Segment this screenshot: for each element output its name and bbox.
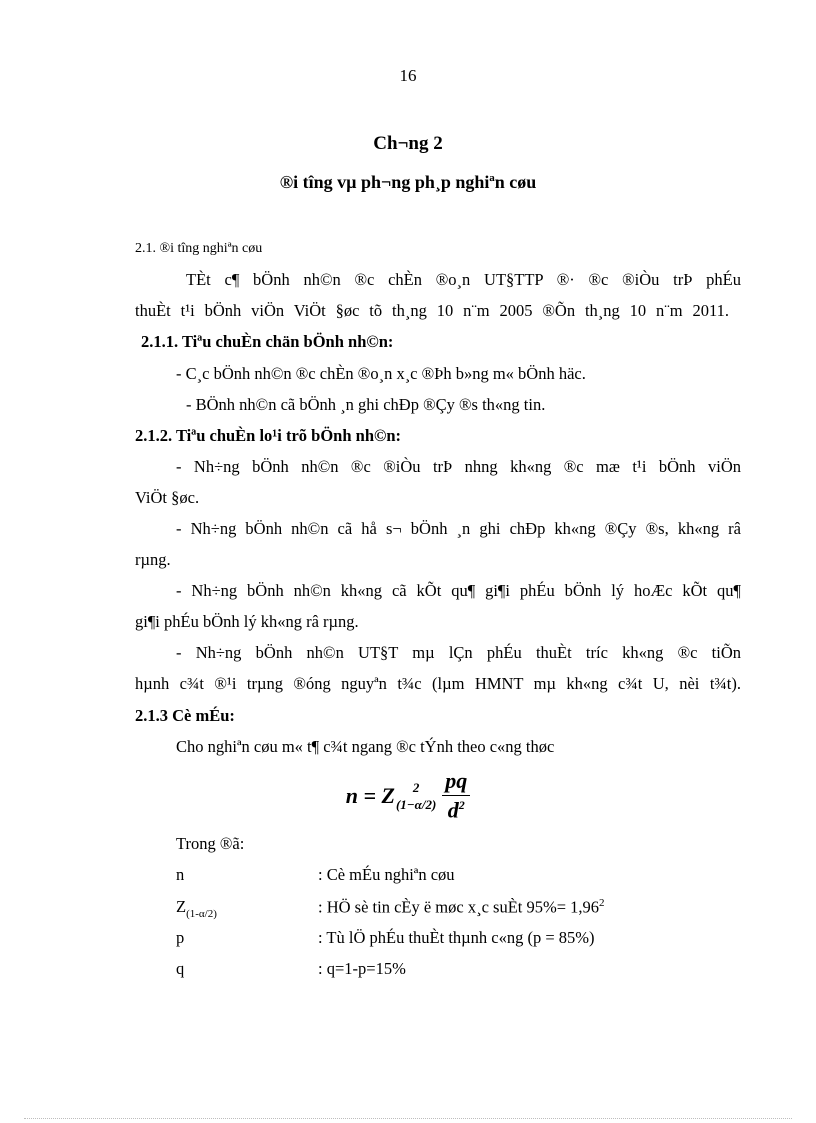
formula-denominator: $d^2$ (447, 797, 465, 823)
formula-lhs: n = Z (345, 782, 395, 808)
section-2-1-1-heading: 2.1.1. Tiªu chuÈn chän bÖnh nh©n: (141, 332, 394, 351)
var-p-symbol: p (176, 928, 185, 947)
exclusion-item-1-line-2: ViÖt §øc. (135, 488, 200, 507)
section-2-1-para-line-2: thuÈt t¹i bÖnh viÖn ViÖt §øc tõ th¸ng 10 n¨m 2005 ®Õn th¸ng 10 n¨m 2011. (135, 301, 729, 320)
section-2-1-para-line-1: TÈt c¶ bÖnh nh©n ®c chÈn ®o¸n UT§TTP ®· ®c ®iÒu trÞ phÉu (186, 270, 741, 289)
section-2-1-heading: 2.1. ®i tîng nghiªn cøu (135, 241, 263, 256)
page-number: 16 (399, 66, 417, 85)
sample-size-intro: Cho nghiªn cøu m« t¶ c¾t ngang ®c tÝnh theo c«ng thøc (176, 737, 555, 756)
exclusion-item-4-line-1: - Nh÷ng bÖnh nh©n UT§T mµ lÇn phÉu thuÈt tríc kh«ng ®c tiÕn (176, 643, 741, 662)
var-p-desc: : Tù lÖ phÉu thuÈt thµnh c«ng (p = 85%) (318, 928, 595, 947)
chapter-title: ®i tîng vµ ph¬ng ph¸p nghiªn cøu (279, 172, 537, 192)
var-n-symbol: n (176, 865, 185, 884)
var-z-subscript: (1-α/2) (186, 908, 217, 920)
var-q-desc: : q=1-p=15% (318, 959, 406, 978)
exclusion-item-1-line-1: - Nh÷ng bÖnh nh©n ®c ®iÒu trÞ nhng kh«ng ®c mæ t¹i bÖnh viÖn (176, 457, 741, 476)
exclusion-item-3-line-1: - Nh÷ng bÖnh nh©n kh«ng cã kÕt qu¶ gi¶i phÉu bÖnh lý hoÆc kÕt qu¶ (176, 581, 741, 600)
formula-z-superscript: 2 (412, 779, 420, 795)
where-label: Trong ®ã: (176, 834, 245, 853)
var-q-symbol: q (176, 959, 185, 978)
inclusion-item-1: - C¸c bÖnh nh©n ®c chÈn ®o¸n x¸c ®Þh b»ng m« bÖnh häc. (176, 364, 586, 383)
section-2-1-2-heading: 2.1.2. Tiªu chuÈn lo¹i trõ bÖnh nh©n: (135, 426, 401, 445)
var-z-desc: : HÖ sè tin cÈy ë møc x¸c suÈt $95\%= 1,96^2$ (318, 897, 605, 917)
sample-size-formula (0, 770, 816, 821)
formula-z-subscript: (1−α/2) (395, 796, 437, 812)
page-bottom-divider (24, 1118, 792, 1119)
var-z-desc-exponent: 2 (599, 897, 605, 909)
section-2-1-3-heading: 2.1.3 Cè mÉu: (135, 706, 235, 725)
inclusion-item-2: - BÖnh nh©n cã bÖnh ¸n ghi chÐp ®Çy ®s th«ng tin. (186, 395, 546, 414)
var-z-symbol: $Z_{(1-\alpha/2)}$ (176, 897, 217, 920)
chapter-heading: Ch¬ng 2 (373, 133, 443, 154)
formula-fraction (442, 770, 470, 821)
var-n-desc: : Cè mÉu nghiªn cøu (318, 865, 455, 884)
exclusion-item-2-line-1: - Nh÷ng bÖnh nh©n cã hå s¬ bÖnh ¸n ghi chÐp kh«ng ®Çy ®s, kh«ng râ (176, 519, 741, 538)
exclusion-item-2-line-2: rµng. (135, 550, 171, 569)
exclusion-item-3-line-2: gi¶i phÉu bÖnh lý kh«ng râ rµng. (135, 612, 359, 631)
formula-numerator: pq (442, 770, 470, 796)
formula-denominator-exponent: 2 (458, 798, 465, 812)
exclusion-item-4-line-2: hµnh c¾t ®¹i trµng ®óng nguyªn t¾c (lµm HMNT mµ kh«ng c¾t U, nèi t¾t). (135, 674, 741, 693)
